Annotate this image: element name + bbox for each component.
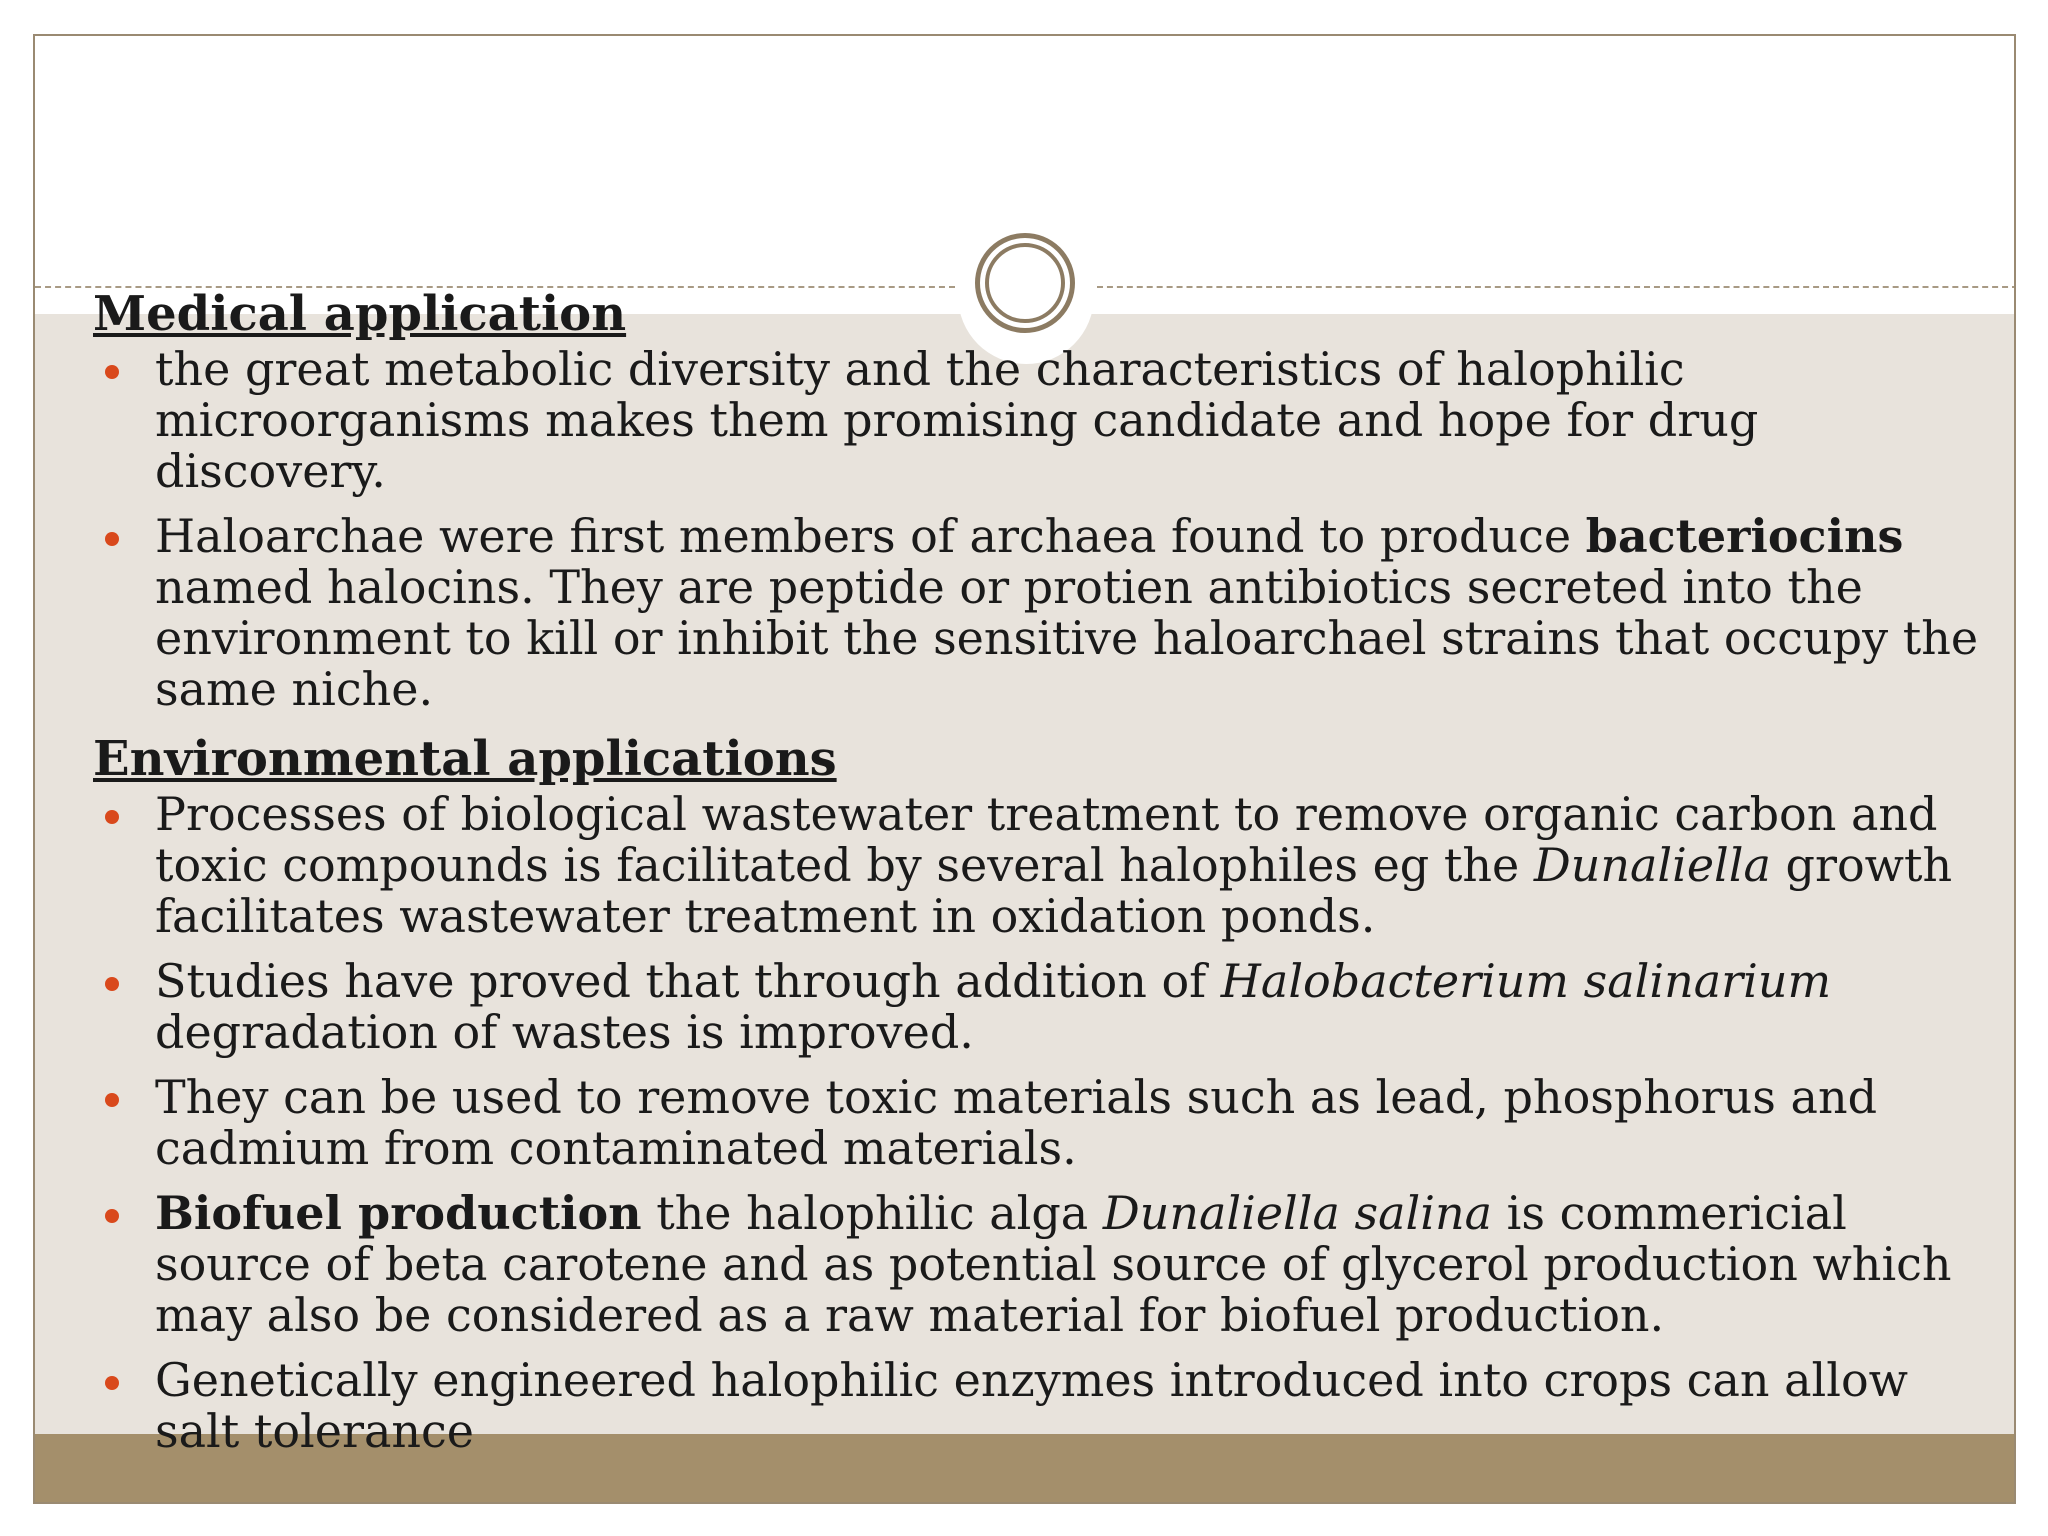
bullet-text: Studies have proved that through addition of [155, 954, 1221, 1008]
bullet-italic-term: Halobacterium salinarium [1220, 954, 1832, 1008]
medical-application-heading: Medical application [93, 286, 627, 342]
environmental-bullet-5 [93, 1355, 1983, 1457]
slide [33, 34, 2016, 1504]
environmental-bullet-3 [93, 1072, 1983, 1174]
bullet-italic-term: Dunaliella salina [1102, 1186, 1493, 1240]
bullet-text-cont: is commericial source of beta carotene and as potential source of glycerol production which may also be considered as a raw material for biofuel production. [155, 1186, 1952, 1342]
bullet-text: They can be used to remove toxic materials such as lead, phosphorus and cadmium from contaminated materials. [155, 1070, 1878, 1175]
environmental-applications-heading: Environmental applications [93, 731, 837, 787]
medical-bullet-1 [93, 344, 1983, 497]
bullet-text: Haloarchae were first members of archaea found to produce [155, 509, 1586, 563]
slide-body [93, 284, 1983, 1471]
bullet-text: Genetically engineered halophilic enzymes introduced into crops can allow salt tolerance [155, 1353, 1909, 1458]
environmental-bullet-4 [93, 1188, 1983, 1341]
bullet-text: the halophilic alga [641, 1186, 1103, 1240]
environmental-bullet-2 [93, 956, 1983, 1058]
bullet-bold-term: Biofuel production [155, 1186, 642, 1240]
bullet-text-cont: degradation of wastes is improved. [155, 1005, 974, 1059]
bullet-italic-term: Dunaliella [1533, 838, 1771, 892]
environmental-bullet-1 [93, 789, 1983, 942]
bullet-text: the great metabolic diversity and the characteristics of halophilic microorganisms makes them promising candidate and hope for drug discovery. [155, 342, 1759, 498]
bullet-text: Processes of biological wastewater treatment to remove organic carbon and toxic compounds is facilitated by several halophiles eg the [155, 787, 1938, 892]
bullet-bold-term: bacteriocins [1585, 509, 1904, 563]
bullet-text-cont: growth facilitates wastewater treatment in oxidation ponds. [155, 838, 1953, 943]
bullet-text-cont: named halocins. They are peptide or protien antibiotics secreted into the environment to kill or inhibit the sensitive haloarchael strains that occupy the same niche. [155, 560, 1979, 716]
medical-bullet-2 [93, 511, 1983, 715]
